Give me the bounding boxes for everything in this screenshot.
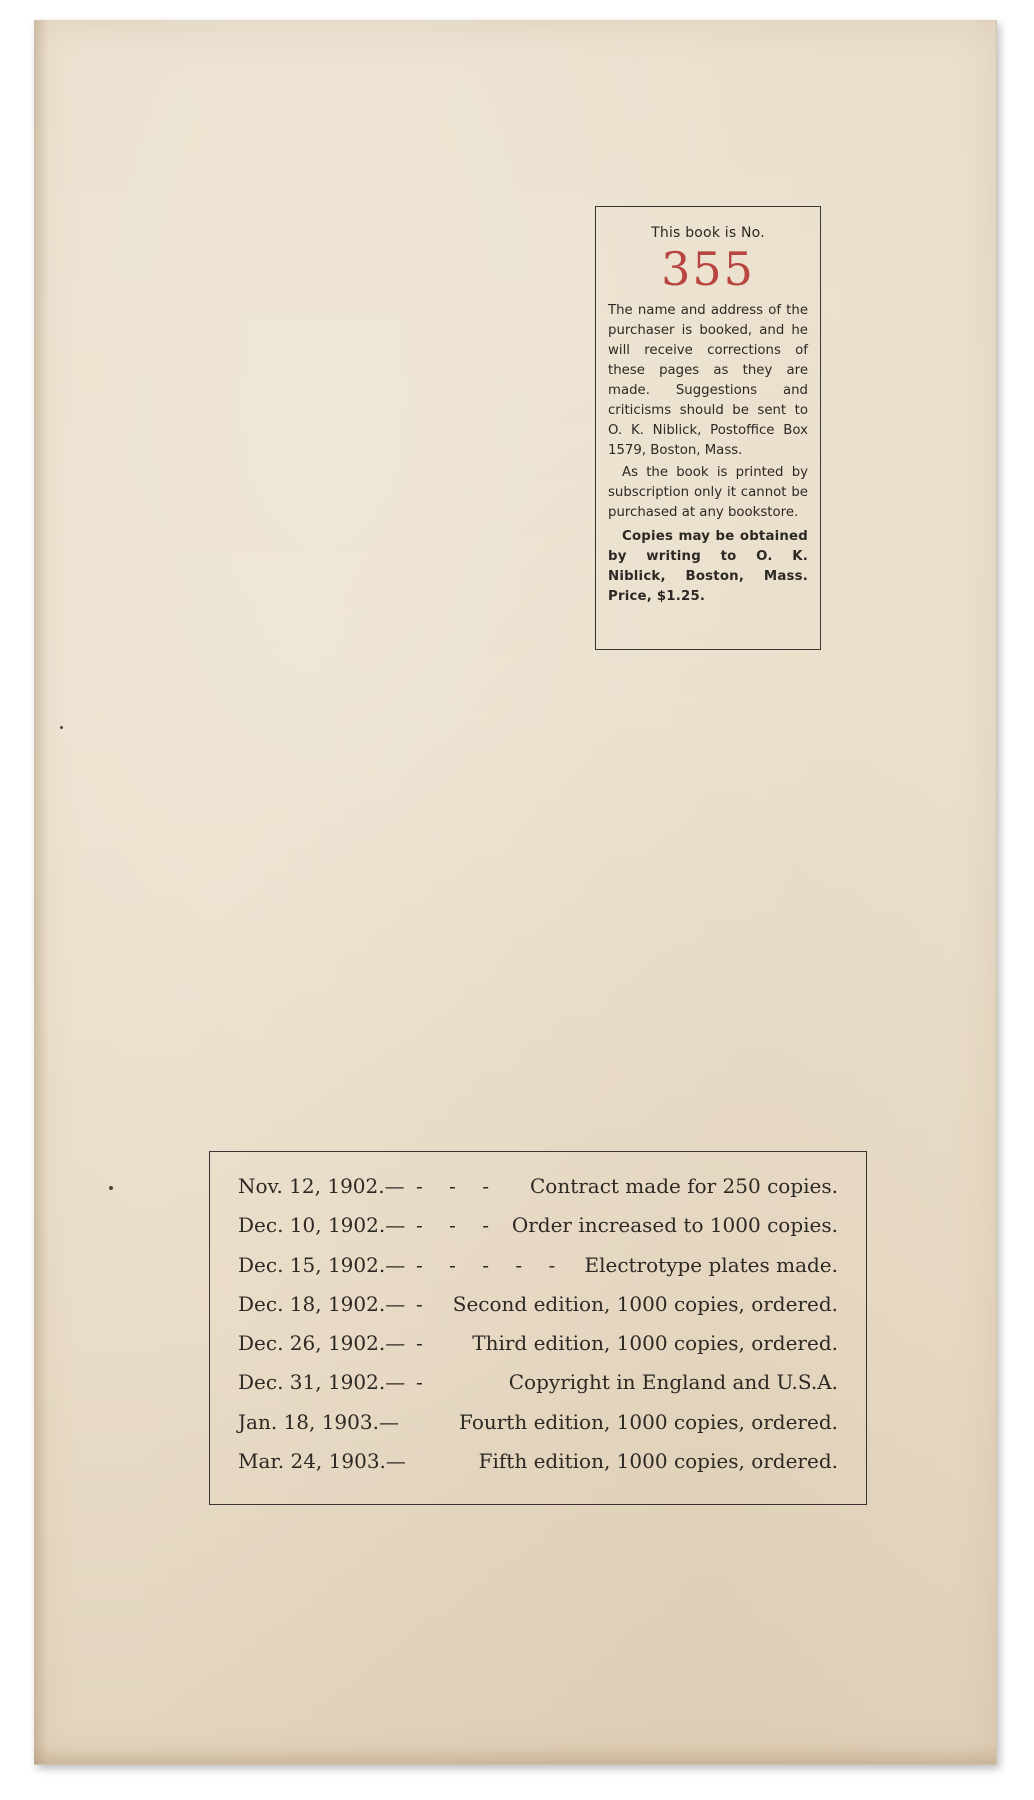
log-event: Order increased to 1000 copies. — [511, 1213, 838, 1238]
log-event: Third edition, 1000 copies, ordered. — [472, 1331, 838, 1356]
log-row — [238, 1213, 838, 1252]
log-dashes: - - - — [416, 1213, 499, 1238]
log-row — [238, 1370, 838, 1409]
log-row — [238, 1410, 838, 1449]
page-sheet — [34, 20, 997, 1765]
log-date: Dec. 18, 1902.— — [238, 1291, 406, 1316]
log-date: Dec. 31, 1902.— — [238, 1370, 406, 1395]
log-row — [238, 1253, 838, 1292]
log-event: Fourth edition, 1000 copies, ordered. — [459, 1409, 838, 1434]
log-dashes: - — [416, 1291, 433, 1316]
log-date: Jan. 18, 1903.— — [238, 1409, 399, 1434]
notice-paragraph-subscription: As the book is printed by subscription only it cannot be purchased at any bookstore. — [608, 465, 808, 520]
log-row — [238, 1449, 838, 1488]
log-event: Electrotype plates made. — [584, 1252, 838, 1277]
log-event: Second edition, 1000 copies, ordered. — [452, 1291, 838, 1316]
log-date: Mar. 24, 1903.— — [238, 1449, 406, 1474]
notice-heading: This book is No. — [651, 225, 765, 241]
log-dashes: - - - — [416, 1174, 499, 1198]
paper-speck — [60, 726, 63, 729]
log-dashes: - — [416, 1370, 433, 1395]
copy-number: 355 — [661, 242, 755, 296]
log-event: Copyright in England and U.S.A. — [508, 1370, 838, 1395]
publication-log-box — [209, 1151, 867, 1505]
log-date: Nov. 12, 1902.— — [238, 1174, 405, 1198]
paper-speck — [109, 1186, 113, 1190]
log-date: Dec. 26, 1902.— — [238, 1331, 406, 1356]
log-row — [238, 1292, 838, 1331]
log-event: Contract made for 250 copies. — [529, 1174, 838, 1198]
subscription-notice-box — [595, 206, 821, 650]
log-event: Fifth edition, 1000 copies, ordered. — [478, 1449, 838, 1474]
log-row — [238, 1174, 838, 1213]
notice-paragraph-price: Copies may be obtained by writing to O. K. Niblick, Boston, Mass. Price, $1.25. — [608, 529, 808, 604]
log-date: Dec. 10, 1902.— — [238, 1213, 406, 1238]
notice-paragraph-purchaser: The name and address of the purchaser is booked, and he will receive corrections of these pages as they are made. Suggestions and criticisms should be sent to O. K. Niblick, Postoffice Box 1579, Boston, Mass. — [608, 303, 808, 458]
log-row — [238, 1331, 838, 1370]
log-dashes: - - - - - — [416, 1252, 566, 1277]
log-date: Dec. 15, 1902.— — [238, 1252, 406, 1277]
log-dashes: - — [416, 1331, 433, 1356]
